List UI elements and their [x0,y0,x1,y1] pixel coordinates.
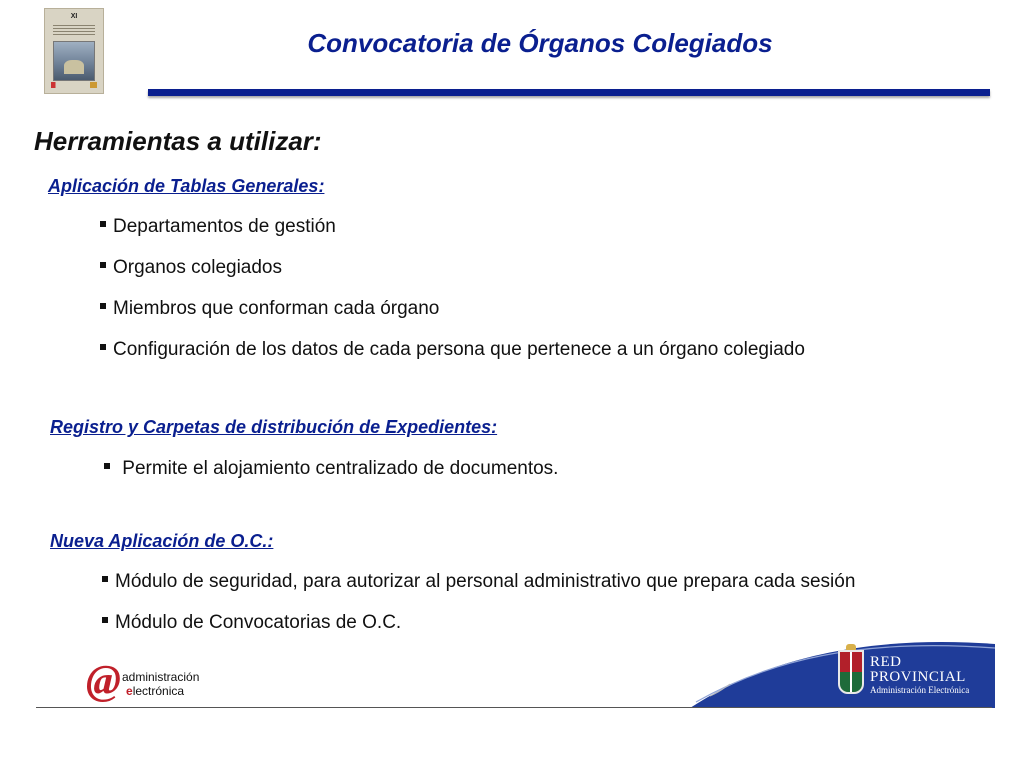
cover-footer-logos [51,82,97,88]
slide-title: Convocatoria de Órganos Colegiados [307,28,773,58]
red-provincial-line1: RED [870,654,902,670]
at-sign-icon: @ [86,658,121,704]
section-title-nueva-aplicacion: Nueva Aplicación de O.C.: [50,531,274,551]
administracion-electronica-logo [86,660,226,706]
list-item: Departamentos de gestión [100,216,336,238]
red-provincial-line2: PROVINCIAL [870,669,966,685]
list-item: Miembros que conforman cada órgano [100,298,439,320]
section-title-tablas-generales: Aplicación de Tablas Generales: [48,176,325,196]
red-provincial-logo [836,650,996,700]
cover-picture [53,41,95,81]
square-bullet-icon [100,262,106,268]
list-item: Permite el alojamiento centralizado de documentos. [104,458,558,480]
cover-text-lines [53,25,95,37]
square-bullet-icon [100,303,106,309]
red-provincial-line3: Administración Electrónica [870,685,970,695]
list-item: Organos colegiados [100,257,282,279]
square-bullet-icon [102,617,108,623]
cover-thumbnail [44,8,104,94]
admin-logo-line1: administración [122,670,200,684]
coat-of-arms-icon [838,650,864,694]
square-bullet-icon [100,344,106,350]
list-item: Módulo de Convocatorias de O.C. [102,612,401,634]
title-underline-bar [148,89,990,96]
tools-heading: Herramientas a utilizar: [34,126,322,156]
list-item: Módulo de seguridad, para autorizar al personal administrativo que prepara cada sesión [102,571,855,593]
admin-logo-line2: electrónica [126,684,185,698]
list-item: Configuración de los datos de cada persona que pertenece a un órgano colegiado [100,339,805,361]
square-bullet-icon [104,463,110,469]
footer-divider [36,707,992,708]
cover-label: XI [70,13,78,20]
square-bullet-icon [100,221,106,227]
square-bullet-icon [102,576,108,582]
section-title-registro-carpetas: Registro y Carpetas de distribución de Expedientes: [50,417,498,437]
